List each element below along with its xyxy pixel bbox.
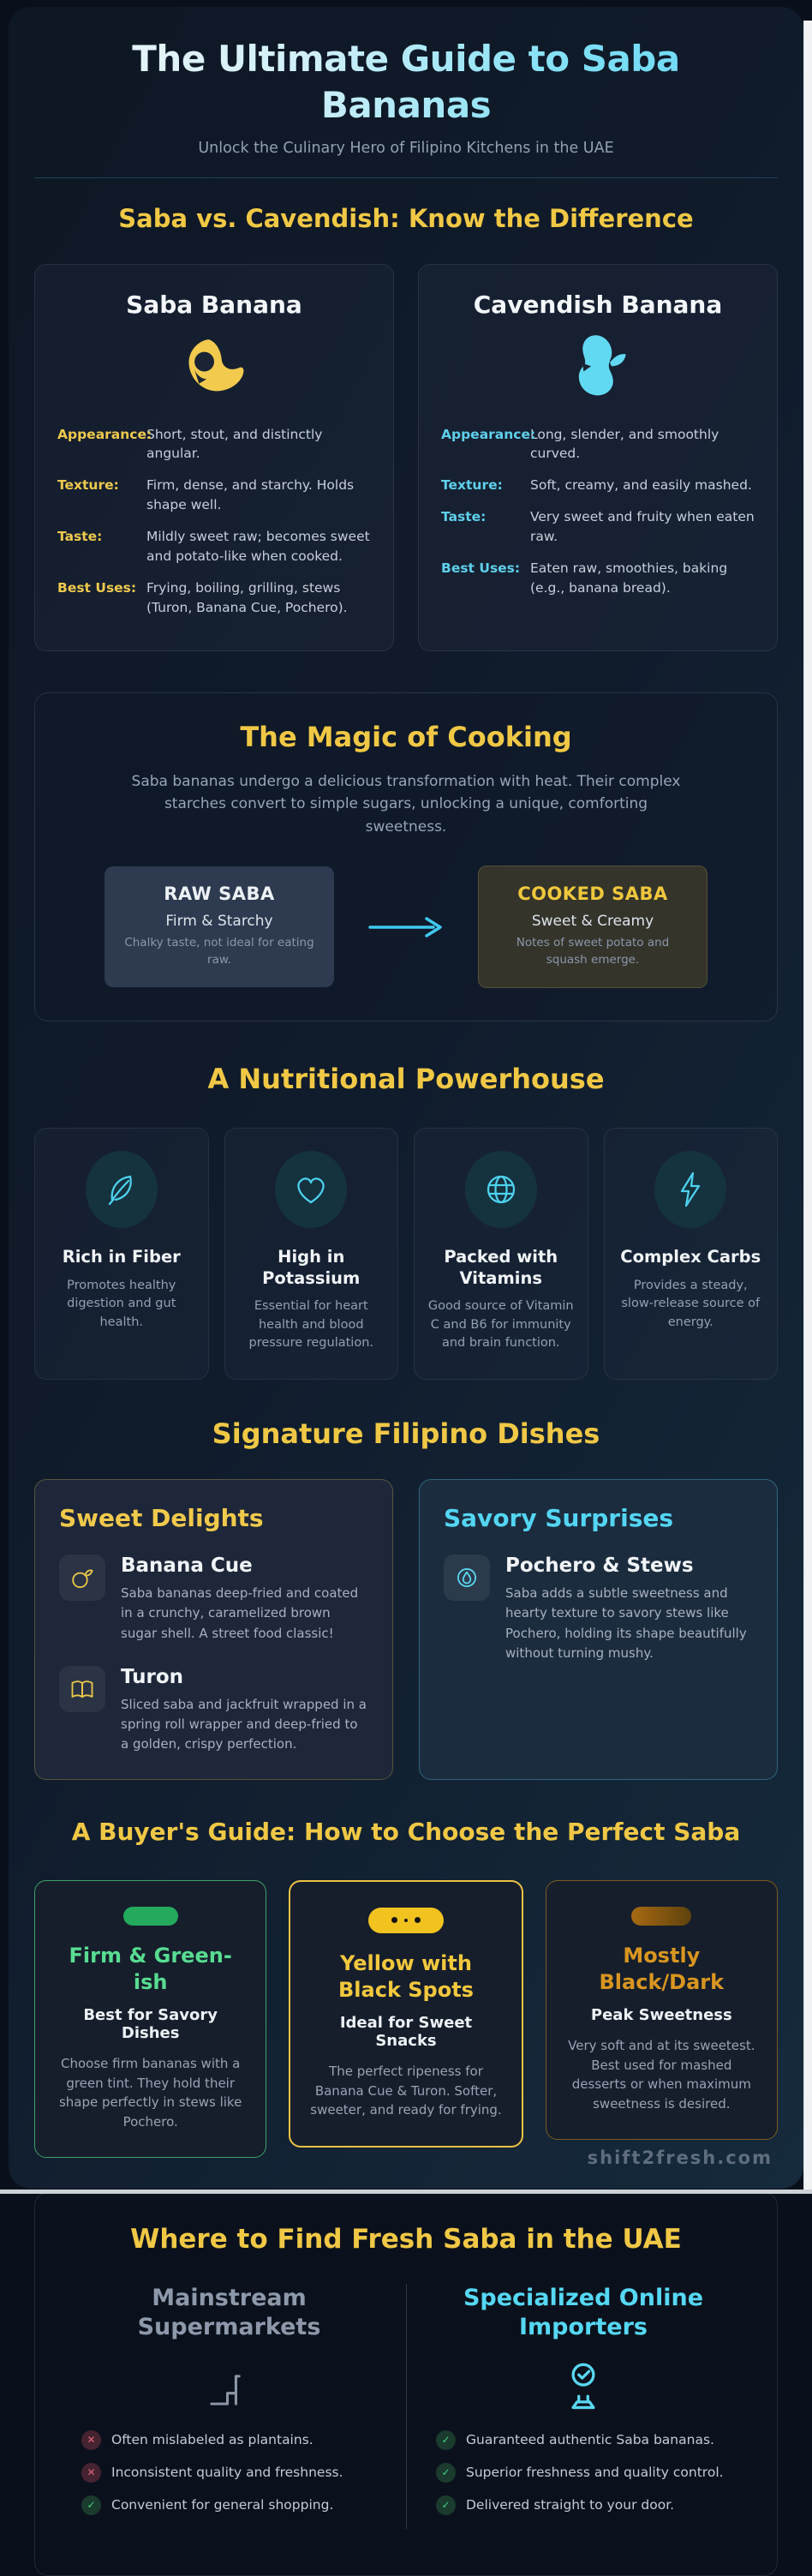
- dish-item-turon: [59, 1666, 368, 1755]
- check-icon: ✓: [436, 2430, 456, 2450]
- cooking-section-card: [34, 692, 778, 1021]
- row-value: Mildly sweet raw; becomes sweet and potato-like when cooked.: [146, 529, 370, 565]
- availability-point: [81, 2464, 377, 2483]
- ripeness-card-yellow-spotted: [289, 1880, 522, 2148]
- row-value: Long, slender, and smoothly curved.: [530, 426, 719, 462]
- vertical-scrollbar[interactable]: [803, 21, 812, 2190]
- row-label: Best Uses:: [441, 560, 521, 577]
- row-value: Eaten raw, smoothies, baking (e.g., banana bread).: [530, 560, 728, 596]
- row-label: Best Uses:: [57, 580, 137, 596]
- check-icon: ✓: [81, 2495, 101, 2515]
- header-divider: [34, 177, 778, 178]
- nutrition-card-text: Good source of Vitamin C and B6 for immunity and brain function.: [427, 1298, 574, 1351]
- ripeness-subtitle: Peak Sweetness: [590, 2006, 732, 2025]
- cross-icon: ✕: [81, 2430, 101, 2450]
- saba-row-texture: [57, 476, 371, 515]
- nutrition-card-text: Provides a steady, slow-release source of energy.: [621, 1278, 761, 1330]
- nutrition-card-vitamins: [414, 1128, 588, 1380]
- availability-point: [436, 2496, 731, 2515]
- banana-spot: [391, 1917, 397, 1923]
- sweet-delights-card: [34, 1479, 393, 1780]
- row-value: Short, stout, and distinctly angular.: [146, 426, 323, 462]
- importers-heading: Specialized Online Importers: [463, 2285, 704, 2340]
- availability-columns: [52, 2284, 760, 2529]
- horizontal-scrollbar[interactable]: [0, 2190, 812, 2194]
- dish-item-pochero: [444, 1555, 753, 1663]
- point-text: Superior freshness and quality control.: [466, 2465, 724, 2481]
- ripeness-subtitle: Best for Savory Dishes: [83, 2006, 218, 2043]
- saba-row-taste: [57, 527, 371, 566]
- nutrition-heading: A Nutritional Powerhouse: [207, 1063, 605, 1096]
- row-label: Texture:: [441, 477, 503, 494]
- lightning-icon: [654, 1151, 726, 1228]
- availability-point: [81, 2496, 377, 2515]
- raw-saba-box: [104, 866, 334, 987]
- dishes-heading: Signature Filipino Dishes: [212, 1417, 600, 1451]
- saba-banana-icon: [57, 331, 371, 406]
- point-text: Inconsistent quality and freshness.: [111, 2465, 343, 2481]
- ripeness-title: Mostly Black/Dark: [599, 1943, 725, 1994]
- row-label: Appearance:: [441, 426, 536, 442]
- cooked-saba-title: COOKED SABA: [517, 884, 668, 905]
- point-text: Delivered straight to your door.: [466, 2497, 675, 2513]
- nutrition-card-title: High in Potassium: [262, 1247, 361, 1288]
- ripeness-text: The perfect ripeness for Banana Cue & Turon. Softer, sweeter, and ready for frying.: [310, 2064, 502, 2118]
- cooked-saba-box: [478, 866, 708, 988]
- cooking-description: Saba bananas undergo a delicious transformation with heat. Their complex starches convert to simple sugars, unlocking a unique, comforting sweetness.: [131, 773, 681, 836]
- check-icon: ✓: [436, 2463, 456, 2483]
- check-icon: ✓: [436, 2495, 456, 2515]
- nutrition-card-carbs: [604, 1128, 779, 1380]
- availability-point: [436, 2464, 731, 2483]
- supermarkets-column: [52, 2284, 406, 2529]
- dishes-cards: [34, 1479, 778, 1780]
- ripeness-text: Very soft and at its sweetest. Best used for mashed desserts or when maximum sweetness is desired.: [568, 2038, 755, 2112]
- nutrition-card-fiber: [34, 1128, 209, 1380]
- cooking-heading: The Magic of Cooking: [240, 721, 572, 753]
- nutrition-cards: [34, 1128, 778, 1380]
- raw-saba-subtitle: Firm & Starchy: [165, 913, 273, 931]
- infographic-container: [9, 7, 803, 2513]
- heart-icon: [275, 1151, 347, 1228]
- saba-banana-card: [34, 264, 394, 652]
- availability-section-card: [34, 2192, 778, 2576]
- ripeness-card-green: [34, 1880, 266, 2158]
- spring-roll-icon: [59, 1666, 105, 1712]
- availability-point: [81, 2431, 377, 2450]
- comparison-heading: Saba vs. Cavendish: Know the Difference: [118, 203, 694, 233]
- cooking-transformation: [69, 866, 743, 988]
- dish-item-text: Saba adds a subtle sweetness and hearty texture to savory stews like Pochero, holding its shape beautifully without turning mushy.: [505, 1585, 747, 1661]
- cooked-saba-note: Notes of sweet potato and squash emerge.: [516, 936, 670, 967]
- point-text: Guaranteed authentic Saba bananas.: [466, 2432, 714, 2448]
- buyers-guide-cards: [34, 1880, 778, 2158]
- row-label: Taste:: [57, 529, 103, 545]
- row-value: Very sweet and fruity when eaten raw.: [530, 509, 755, 545]
- saba-row-best-uses: [57, 578, 371, 618]
- nutrition-card-title: Rich in Fiber: [62, 1247, 181, 1267]
- row-value: Firm, dense, and starchy. Holds shape well.: [146, 477, 355, 513]
- nutrition-card-text: Essential for heart health and blood pressure regulation.: [248, 1298, 373, 1351]
- globe-icon: [465, 1151, 537, 1228]
- page-subtitle: Unlock the Culinary Hero of Filipino Kitchens in the UAE: [198, 139, 614, 157]
- dish-item-text: Saba bananas deep-fried and coated in a crunchy, caramelized brown sugar shell. A street food classic!: [121, 1585, 359, 1641]
- dish-item-title: Pochero & Stews: [505, 1555, 694, 1578]
- banana-spot: [415, 1917, 421, 1923]
- sweet-delights-heading: Sweet Delights: [59, 1504, 264, 1533]
- site-watermark: shift2fresh.com: [587, 2148, 773, 2168]
- saba-row-appearance: [57, 425, 371, 464]
- savory-surprises-card: [419, 1479, 778, 1780]
- yellow-spotted-banana-swatch: [368, 1908, 444, 1933]
- ripeness-card-dark: [546, 1880, 778, 2140]
- ripeness-title: Yellow with Black Spots: [338, 1950, 474, 2002]
- cavendish-row-taste: [441, 507, 755, 547]
- banana-spot: [404, 1919, 408, 1922]
- saba-card-title: Saba Banana: [126, 290, 302, 319]
- page-title: The Ultimate Guide to Saba Bananas: [34, 36, 778, 129]
- dish-item-banana-cue: [59, 1555, 368, 1644]
- dish-item-text: Sliced saba and jackfruit wrapped in a spring roll wrapper and deep-fried to a golden, crispy perfection.: [121, 1696, 367, 1752]
- cavendish-row-best-uses: [441, 559, 755, 598]
- stew-pot-icon: [444, 1555, 490, 1601]
- savory-surprises-heading: Savory Surprises: [444, 1504, 674, 1533]
- nutrition-card-potassium: [224, 1128, 399, 1380]
- right-arrow-icon: [367, 915, 445, 939]
- cavendish-row-appearance: [441, 425, 755, 464]
- ripeness-subtitle: Ideal for Sweet Snacks: [339, 2014, 473, 2051]
- cavendish-banana-card: [418, 264, 778, 652]
- banana-skewer-icon: [59, 1555, 105, 1601]
- cavendish-card-title: Cavendish Banana: [473, 290, 723, 319]
- importers-column: [406, 2284, 760, 2529]
- availability-heading: Where to Find Fresh Saba in the UAE: [130, 2224, 682, 2255]
- cavendish-banana-icon: [441, 331, 755, 406]
- cross-icon: ✕: [81, 2463, 101, 2483]
- availability-point: [436, 2431, 731, 2450]
- row-label: Taste:: [441, 509, 487, 525]
- cavendish-row-texture: [441, 476, 755, 495]
- row-label: Appearance:: [57, 426, 152, 442]
- nutrition-card-title: Complex Carbs: [620, 1247, 761, 1267]
- buyers-guide-heading: A Buyer's Guide: How to Choose the Perfect Saba: [71, 1817, 741, 1846]
- ripeness-title: Firm & Green-ish: [69, 1943, 232, 1994]
- raw-saba-note: Chalky taste, not ideal for eating raw.: [124, 936, 314, 967]
- dish-item-title: Banana Cue: [121, 1555, 253, 1578]
- nutrition-card-text: Promotes healthy digestion and gut health.: [67, 1278, 176, 1330]
- point-text: Often mislabeled as plantains.: [111, 2432, 313, 2448]
- supermarkets-heading: Mainstream Supermarkets: [137, 2285, 321, 2340]
- ripeness-text: Choose firm bananas with a green tint. They hold their shape perfectly in stews like Pochero.: [58, 2056, 242, 2130]
- row-label: Texture:: [57, 477, 119, 494]
- cooked-saba-subtitle: Sweet & Creamy: [531, 913, 654, 931]
- online-delivery-icon: [436, 2349, 731, 2431]
- row-value: Frying, boiling, grilling, stews (Turon, Banana Cue, Pochero).: [146, 580, 348, 616]
- green-banana-swatch: [123, 1907, 178, 1926]
- shopping-cart-icon: [81, 2349, 377, 2431]
- raw-saba-title: RAW SABA: [164, 884, 275, 905]
- fiber-leaf-icon: [86, 1151, 158, 1228]
- dish-item-title: Turon: [121, 1665, 184, 1688]
- nutrition-card-title: Packed with Vitamins: [444, 1247, 558, 1288]
- point-text: Convenient for general shopping.: [111, 2497, 334, 2513]
- dark-banana-swatch: [631, 1907, 691, 1926]
- row-value: Soft, creamy, and easily mashed.: [530, 477, 752, 494]
- comparison-cards: [34, 264, 778, 652]
